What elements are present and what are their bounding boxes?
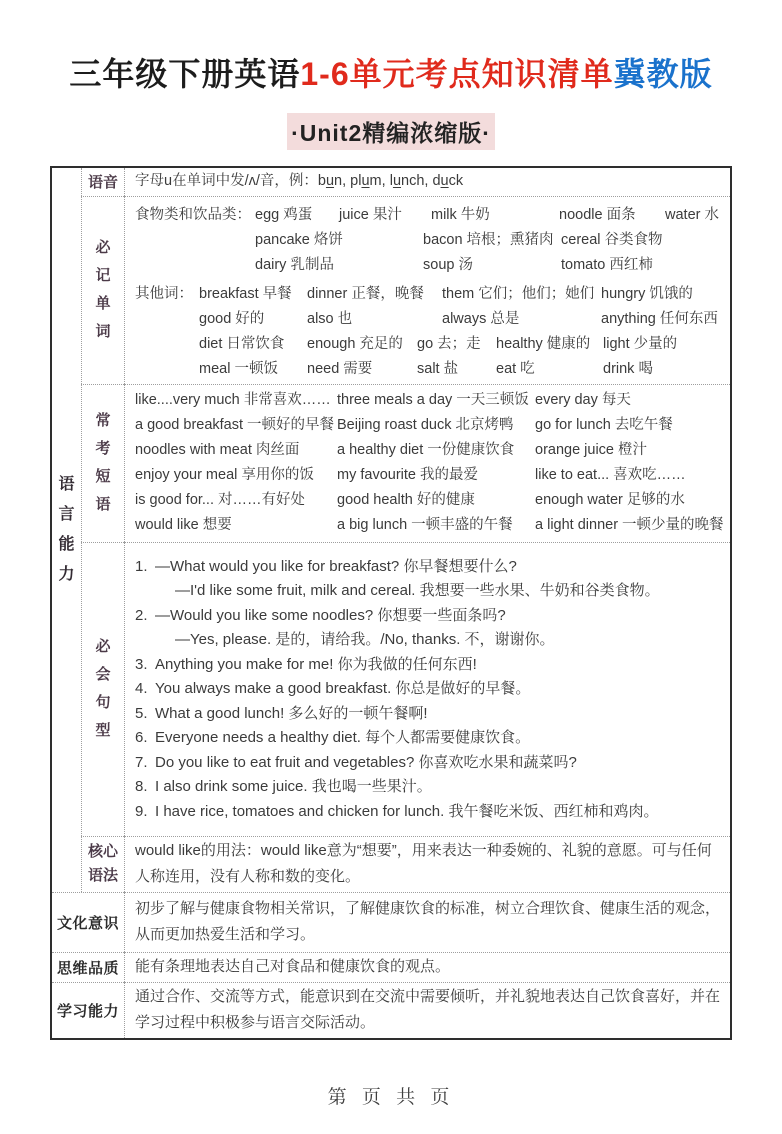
word-line xyxy=(255,253,724,278)
word-line xyxy=(199,307,724,332)
word-item: milk 牛奶 xyxy=(431,206,490,223)
words-row-label: 必记单词 xyxy=(81,196,124,384)
word-item: good 好的 xyxy=(199,310,265,327)
phrase-item: every day 每天 xyxy=(535,392,631,409)
word-item: cereal 谷类食物 xyxy=(561,231,663,248)
phrase-item: would like 想要 xyxy=(135,517,232,534)
phrase-row xyxy=(135,388,724,413)
word-item: diet 日常饮食 xyxy=(199,335,285,352)
phrase-item: is good for... 对……有好处 xyxy=(135,492,306,509)
phonics-row-label: 语音 xyxy=(81,168,124,196)
grammar-content xyxy=(124,836,730,892)
sentence-line: 2. —Would you like some noodles? 你想要一些面条吗? xyxy=(135,606,506,624)
phrase-item: like....very much 非常喜欢…… xyxy=(135,392,331,409)
word-item: noodle 面条 xyxy=(559,206,636,223)
phrase-item: orange juice 橙汁 xyxy=(535,442,648,459)
word-item: bacon 培根；熏猪肉 xyxy=(423,231,554,248)
sentence-line: 6. Everyone needs a healthy diet. 每个人都需要健康饮食。 xyxy=(135,729,531,747)
word-item: meal 一顿饭 xyxy=(199,360,278,377)
culture-content: 初步了解与健康食物相关常识，了解健康饮食的标准，树立合理饮食、健康生活的观念，从而更加热爱生活和学习。 xyxy=(124,892,730,952)
subtitle-row xyxy=(0,113,782,150)
word-item: dairy 乳制品 xyxy=(255,256,334,273)
sentence-line: 8. I also drink some juice. 我也喝一些果汁。 xyxy=(135,778,432,796)
word-item: always 总是 xyxy=(442,310,520,327)
phrase-item: enjoy your meal 享用你的饭 xyxy=(135,467,314,484)
words-content xyxy=(124,196,730,384)
word-item: them 它们；他们；她们 xyxy=(442,285,595,302)
sentences-content xyxy=(124,542,730,836)
word-item: light 少量的 xyxy=(603,335,678,352)
word-item: also 也 xyxy=(307,310,353,327)
unit-subtitle: ·Unit2精编浓缩版· xyxy=(287,113,495,150)
phrase-row xyxy=(135,438,724,463)
title-highlight: 1-6单元考点知识清单 xyxy=(300,56,614,92)
sentence-line: 5. What a good lunch! 多么好的一顿午餐啊! xyxy=(135,704,428,722)
word-item: breakfast 早餐 xyxy=(199,285,292,302)
word-item: juice 果汁 xyxy=(339,206,402,223)
sentence-line: 4. You always make a good breakfast. 你总是做好的早餐。 xyxy=(135,680,531,698)
phrase-item: noodles with meat 肉丝面 xyxy=(135,442,300,459)
word-line xyxy=(199,332,724,357)
sentence-line: 3. Anything you make for me! 你为我做的任何东西! xyxy=(135,655,477,673)
word-line xyxy=(135,203,724,228)
phrase-item: good health 好的健康 xyxy=(337,492,475,509)
word-item: water 水 xyxy=(665,206,719,223)
word-item: dinner 正餐，晚餐 xyxy=(307,285,424,302)
phrases-row-label: 常考短语 xyxy=(81,384,124,542)
word-category-label: 其他词： xyxy=(135,285,193,302)
phrase-item: a good breakfast 一顿好的早餐 xyxy=(135,417,335,434)
word-line xyxy=(135,282,724,307)
word-item: need 需要 xyxy=(307,360,373,377)
word-item: go 去；走 xyxy=(417,335,481,352)
phonics-line: 字母u在单词中发/ʌ/音，例： bun, plum, lunch, duck xyxy=(135,173,464,190)
phrase-item: go for lunch 去吃午餐 xyxy=(535,417,673,434)
phrase-row xyxy=(135,488,724,513)
sentence-line: —Yes, please. 是的，请给我。/No, thanks. 不，谢谢你。 xyxy=(175,631,555,649)
page-title xyxy=(0,52,782,97)
knowledge-table xyxy=(50,166,732,1040)
title-main: 三年级下册英语 xyxy=(69,56,301,92)
word-category-label: 食物类和饮品类： xyxy=(135,206,251,223)
phrases-content xyxy=(124,384,730,542)
page-footer: 第 页 共 页 xyxy=(327,1087,455,1108)
phrase-item: a light dinner 一顿少量的晚餐 xyxy=(535,517,724,534)
learning-row-label: 学习能力 xyxy=(52,982,124,1038)
word-item: pancake 烙饼 xyxy=(255,231,343,248)
culture-row-label: 文化意识 xyxy=(52,892,124,952)
word-item: healthy 健康的 xyxy=(496,335,591,352)
word-item: salt 盐 xyxy=(417,360,459,377)
phrase-item: a healthy diet 一份健康饮食 xyxy=(337,442,515,459)
title-edition: 冀教版 xyxy=(613,56,713,92)
word-line xyxy=(199,357,724,382)
phrase-item: three meals a day 一天三顿饭 xyxy=(337,392,529,409)
phrase-row xyxy=(135,513,724,538)
grammar-text: would like的用法：would like意为“想要”，用来表达一种委婉的、礼貌的意愿。可与任何人称连用，没有人称和数的变化。 xyxy=(135,842,712,886)
sentence-line: 1. —What would you like for breakfast? 你早餐想要什么? xyxy=(135,557,517,575)
phrase-item: enough water 足够的水 xyxy=(535,492,685,509)
sentence-line: 7. Do you like to eat fruit and vegetables? 你喜欢吃水果和蔬菜吗? xyxy=(135,753,577,771)
word-item: enough 充足的 xyxy=(307,335,403,352)
phrase-item: Beijing roast duck 北京烤鸭 xyxy=(337,417,514,434)
phrase-item: a big lunch 一顿丰盛的午餐 xyxy=(337,517,513,534)
phrase-row xyxy=(135,463,724,488)
word-item: hungry 饥饿的 xyxy=(601,285,693,302)
phrase-item: my favourite 我的最爱 xyxy=(337,467,478,484)
grammar-row-label: 核心语法 xyxy=(81,836,124,892)
word-item: tomato 西红柿 xyxy=(561,256,653,273)
thinking-content: 能有条理地表达自己对食品和健康饮食的观点。 xyxy=(124,952,730,982)
sentence-line: 9. I have rice, tomatoes and chicken for lunch. 我午餐吃米饭、西红柿和鸡肉。 xyxy=(135,802,659,820)
word-item: soup 汤 xyxy=(423,256,473,273)
word-item: drink 喝 xyxy=(603,360,653,377)
phonics-content xyxy=(124,168,730,196)
learning-content: 通过合作、交流等方式，能意识到在交流中需要倾听，并礼貌地表达自己饮食喜好，并在学习过程中积极参与语言交际活动。 xyxy=(124,982,730,1038)
sentence-line: —I'd like some fruit, milk and cereal. 我想要一些水果、牛奶和谷类食物。 xyxy=(175,582,660,600)
word-item: egg 鸡蛋 xyxy=(255,206,313,223)
phrase-row xyxy=(135,413,724,438)
sentences-row-label: 必会句型 xyxy=(81,542,124,836)
language-ability-label: 语言能力 xyxy=(58,475,75,583)
phrase-item: like to eat... 喜欢吃…… xyxy=(535,467,686,484)
word-item: anything 任何东西 xyxy=(601,310,718,327)
thinking-row-label: 思维品质 xyxy=(52,952,124,982)
word-line xyxy=(255,228,724,253)
word-item: eat 吃 xyxy=(496,360,535,377)
